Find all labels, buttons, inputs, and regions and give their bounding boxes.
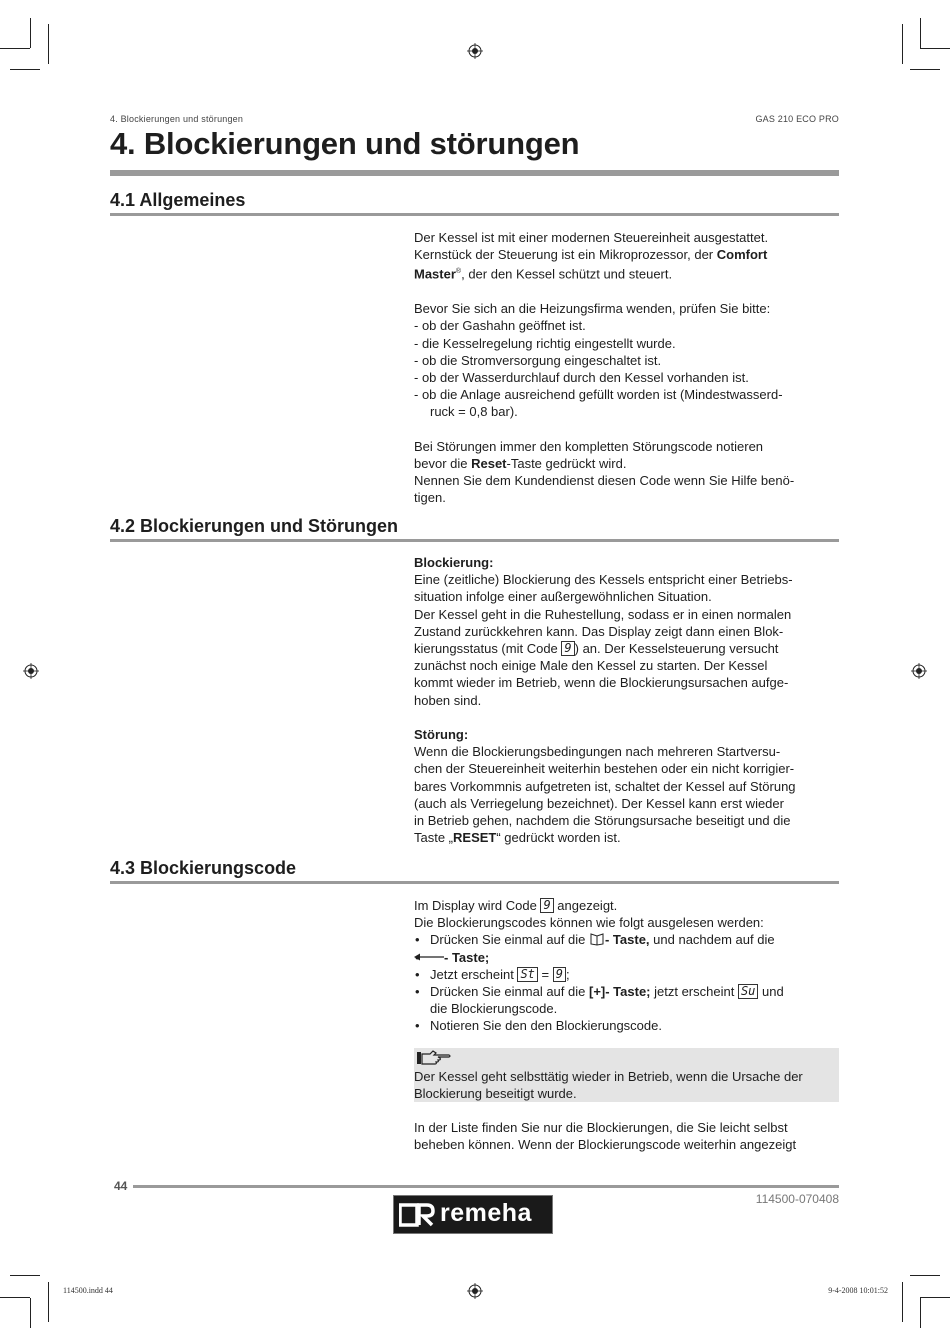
doc-number: 114500-070408	[755, 1192, 839, 1206]
section-blockierungen-body	[414, 554, 842, 846]
text-line: Zustand zurückkehren kann. Das Display zeigt dann einen Blok-	[414, 623, 784, 639]
text-line: Eine (zeitliche) Blockierung des Kessels entspricht einer Betriebs-	[414, 572, 793, 588]
section-rule	[110, 881, 839, 884]
list-item-continued: die Blockierungscode.	[430, 1001, 558, 1017]
arrow-left-icon	[414, 952, 444, 962]
registration-mark-icon	[911, 663, 927, 679]
list-item: • Drücken Sie einmal auf die - Taste, und nachdem auf die	[414, 931, 842, 948]
section-heading-blockierungen: 4.2 Blockierungen und Störungen	[110, 516, 399, 536]
check-item: - ob der Gashahn geöffnet ist.	[414, 318, 586, 334]
list-item: • Jetzt erscheint St = 9 ;	[414, 966, 842, 983]
display-code: 9	[561, 641, 574, 656]
page-title: 4. Blockierungen und störungen	[110, 126, 580, 161]
page-number: 44	[114, 1179, 128, 1193]
display-code: 9	[553, 967, 566, 982]
text-line: bevor die Reset-Taste gedrückt wird.	[414, 455, 627, 471]
text-line: Nennen Sie dem Kundendienst diesen Code wenn Sie Hilfe benö-	[414, 473, 795, 489]
logo-text: remeha	[440, 1199, 532, 1227]
text-line: Bei Störungen immer den kompletten Störungscode notieren	[414, 438, 764, 454]
registration-mark-icon	[467, 43, 483, 59]
pointing-hand-icon	[416, 1050, 452, 1066]
text-line: kommt wieder im Betrieb, wenn die Blockierungsursachen aufge-	[414, 675, 789, 691]
section-allgemeines-body	[414, 229, 842, 507]
running-header-right: GAS 210 ECO PRO	[755, 114, 839, 124]
text-line: kierungsstatus (mit Code 9 ) an. Der Kesselsteuerung versucht	[414, 641, 779, 657]
text-line: Kernstück der Steuerung ist ein Mikroprozessor, der Comfort	[414, 247, 768, 263]
check-item: - ob die Stromversorgung eingeschaltet ist.	[414, 352, 662, 368]
section-heading-allgemeines: 4.1 Allgemeines	[110, 190, 246, 210]
display-code: St	[517, 967, 537, 982]
text-line: Der Kessel geht in die Ruhestellung, sodass er in einen normalen	[414, 606, 792, 622]
text-line: beheben können. Wenn der Blockierungscode weiterhin angezeigt	[414, 1137, 797, 1153]
text-line: Taste „RESET“ gedrückt worden ist.	[414, 830, 621, 846]
registration-mark-icon	[467, 1283, 483, 1299]
text-line: chen der Steuereinheit weiterhin bestehen oder ein nicht korrigier-	[414, 761, 795, 777]
check-item: - die Kesselregelung richtig eingestellt wurde.	[414, 335, 676, 351]
note-box	[414, 1048, 839, 1102]
section-rule	[110, 213, 839, 216]
text-line: hoben sind.	[414, 692, 482, 708]
registration-mark-icon	[23, 663, 39, 679]
display-code: 9	[540, 898, 553, 913]
subheading-stoerung: Störung:	[414, 727, 469, 743]
subheading-blockierung: Blockierung:	[414, 555, 494, 570]
remeha-logo	[393, 1195, 553, 1234]
text-line: in Betrieb gehen, nachdem die Störungsursache beseitigt und die	[414, 813, 791, 829]
text-line: tigen.	[414, 490, 446, 506]
text-line: situation infolge einer außergewöhnlichen Situation.	[414, 589, 712, 605]
section-rule	[110, 539, 839, 542]
slug-filename: 114500.indd 44	[63, 1286, 113, 1295]
check-item: - ob die Anlage ausreichend gefüllt worden ist (Mindestwasserd-	[414, 387, 783, 403]
check-item: - ob der Wasserdurchlauf durch den Kessel vorhanden ist.	[414, 369, 749, 385]
note-text: Der Kessel geht selbsttätig wieder in Betrieb, wenn die Ursache der Blockierung beseitigt wurde.	[414, 1069, 803, 1102]
remeha-brand-icon	[399, 1203, 435, 1227]
menu-key-icon	[589, 932, 605, 946]
section-blockierungscode-body	[414, 897, 842, 1035]
text-line: bares Vorkommnis aufgetreten ist, schaltet der Kessel auf Störung	[414, 778, 796, 794]
list-item-continued: • - Taste;	[414, 949, 842, 966]
list-item: • Notieren Sie den den Blockierungscode.	[414, 1017, 842, 1034]
text-line: Wenn die Blockierungsbedingungen nach mehreren Startversu-	[414, 744, 781, 760]
running-header-left: 4. Blockierungen und störungen	[110, 114, 244, 124]
slug-timestamp: 9-4-2008 10:01:52	[828, 1286, 888, 1295]
display-code: Su	[738, 984, 758, 999]
footer-rule	[133, 1185, 839, 1188]
text-line: (auch als Verriegelung bezeichnet). Der Kessel kann erst wieder	[414, 795, 784, 811]
text-line: In der Liste finden Sie nur die Blockierungen, die Sie leicht selbst	[414, 1120, 788, 1135]
section-heading-blockierungscode: 4.3 Blockierungscode	[110, 858, 297, 878]
title-rule	[110, 170, 839, 176]
text-line: Master®, der den Kessel schützt und steuert.	[414, 266, 673, 282]
text-line: Im Display wird Code 9 angezeigt.	[414, 898, 618, 913]
text-line: Der Kessel ist mit einer modernen Steuereinheit ausgestattet.	[414, 230, 769, 245]
list-item: • Drücken Sie einmal auf die [+]- Taste; jetzt erscheint Su und	[414, 983, 842, 1000]
text-line: zunächst noch einige Male den Kessel zu starten. Der Kessel	[414, 658, 768, 674]
text-line: Die Blockierungscodes können wie folgt ausgelesen werden:	[414, 915, 764, 931]
text-line: Bevor Sie sich an die Heizungsfirma wenden, prüfen Sie bitte:	[414, 301, 771, 317]
section-blockierungscode-closing	[414, 1119, 842, 1153]
check-item-continued: ruck = 0,8 bar).	[430, 404, 518, 420]
